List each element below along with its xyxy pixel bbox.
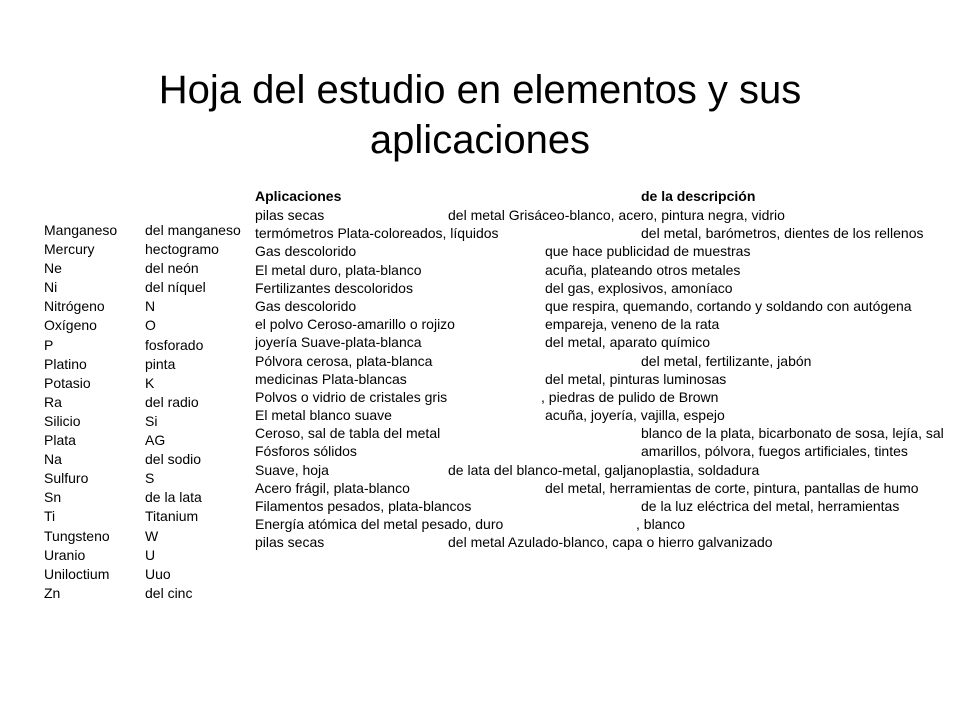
element-value: K (145, 374, 155, 391)
element-value: del manganeso (145, 222, 241, 238)
element-value: de la lata (145, 489, 202, 506)
application-text: Pólvora cerosa, plata-blanca (255, 352, 433, 369)
application-row (255, 224, 960, 242)
application-row (255, 497, 960, 515)
application-text: Fósforos sólidos (255, 443, 357, 460)
description-text: , piedras de pulido de Brown (541, 388, 719, 405)
element-value: U (145, 546, 156, 563)
application-row (255, 479, 960, 497)
applications-table (255, 186, 960, 576)
application-text: Fertilizantes descoloridos (255, 279, 413, 296)
header-descripcion: de la descripción (641, 188, 756, 204)
description-text: del metal Grisáceo-blanco, acero, pintura negra, vidrio (448, 207, 785, 223)
element-name: Ni (44, 279, 58, 296)
element-name: Na (44, 451, 62, 468)
element-value: Titanium (145, 508, 199, 525)
element-name: P (44, 336, 54, 353)
application-row (255, 333, 960, 351)
application-text: Suave, hoja (255, 461, 329, 478)
element-name: Platino (44, 355, 87, 372)
application-text: Ceroso, sal de tabla del metal (255, 425, 441, 442)
description-text: del gas, explosivos, amoníaco (545, 279, 733, 296)
element-value: W (145, 527, 159, 544)
element-name: Ne (44, 260, 62, 277)
application-text: El metal duro, plata-blanco (255, 261, 422, 278)
description-text: amarillos, pólvora, fuegos artificiales, tintes (641, 443, 908, 460)
description-text: del metal, herramientas de corte, pintura, pantallas de humo (545, 479, 919, 496)
description-text: del metal Azulado-blanco, capa o hierro galvanizado (448, 534, 773, 551)
application-row (255, 442, 960, 460)
element-name: Sulfuro (44, 470, 89, 487)
application-text: Energía atómica del metal pesado, duro (255, 516, 504, 533)
application-text: pilas secas (255, 207, 325, 223)
application-row (255, 279, 960, 297)
element-value: del radio (145, 393, 199, 410)
description-text: que hace publicidad de muestras (545, 243, 751, 260)
element-value: del sodio (145, 451, 202, 468)
application-text: pilas secas (255, 534, 325, 551)
application-text: termómetros Plata-coloreados, líquidos (255, 225, 499, 242)
element-name: Oxígeno (44, 317, 97, 334)
description-text: acuña, joyería, vajilla, espejo (545, 407, 725, 424)
description-text: que respira, quemando, cortando y soldando con autógena (545, 297, 912, 314)
description-text: del metal, fertilizante, jabón (641, 352, 812, 369)
element-value: AG (145, 432, 166, 449)
page-title: Hoja del estudio en elementos y sus aplicaciones (158, 67, 802, 162)
application-row (255, 370, 960, 388)
element-name: Potasio (44, 374, 91, 391)
element-name: Tungsteno (44, 527, 110, 544)
element-name: Unilоctium (44, 565, 110, 582)
applications-header (255, 186, 960, 206)
element-value: hectogramo (145, 241, 219, 258)
application-row (255, 406, 960, 424)
description-text: acuña, plateando otros metales (545, 261, 741, 278)
element-name: Mercury (44, 241, 95, 258)
application-text: Polvos o vidrio de cristales gris (255, 388, 448, 405)
application-text: Gas descolorido (255, 243, 357, 260)
description-text: , blanco (636, 516, 686, 533)
description-text: del metal, aparato químico (545, 334, 710, 351)
application-text: Filamentos pesados, plata-blancos (255, 498, 472, 514)
application-text: Gas descolorido (255, 297, 357, 314)
element-value: del cinc (145, 584, 193, 601)
application-text: medicinas Plata-blancas (255, 370, 407, 387)
application-text: Acero frágil, plata-blanco (255, 479, 410, 496)
description-text: de la luz eléctrica del metal, herramientas (641, 498, 900, 514)
description-text: empareja, veneno de la rata (545, 316, 720, 333)
element-value: N (145, 298, 156, 315)
application-row (255, 388, 960, 406)
application-row (255, 424, 960, 442)
application-row (255, 261, 960, 279)
application-row (255, 297, 960, 315)
element-value: O (145, 317, 156, 334)
header-aplicaciones: Aplicaciones (255, 188, 342, 204)
application-row (255, 533, 960, 551)
element-name: Sn (44, 489, 62, 506)
element-value: Si (145, 412, 158, 429)
application-row (255, 461, 960, 479)
element-name: Ti (44, 508, 56, 525)
element-name: Uranio (44, 546, 86, 563)
application-row (255, 242, 960, 260)
application-text: joyería Suave-plata-blanca (255, 334, 422, 351)
element-name: Zn (44, 584, 61, 601)
application-row (255, 352, 960, 370)
element-name: Manganeso (44, 222, 118, 238)
element-name: Nitrógeno (44, 298, 105, 315)
element-value: del neón (145, 260, 199, 277)
element-name: Ra (44, 393, 62, 410)
application-text: el polvo Ceroso-amarillo o rojizo (255, 316, 455, 333)
element-value: del níquel (145, 279, 206, 296)
description-text: blanco de la plata, bicarbonato de sosa, lejía, sal (641, 425, 944, 442)
application-row (255, 515, 960, 533)
description-text: de lata del blanco-metal, galjanoplastia, soldadura (448, 461, 760, 478)
element-value: Uuo (145, 565, 171, 582)
element-value: pinta (145, 355, 176, 372)
application-text: El metal blanco suave (255, 407, 392, 424)
element-value: fosforado (145, 336, 204, 353)
element-name: Silicio (44, 412, 81, 429)
element-name: Plata (44, 432, 76, 449)
description-text: del metal, pinturas luminosas (545, 370, 727, 387)
element-value: S (145, 470, 155, 487)
description-text: del metal, barómetros, dientes de los rellenos (641, 225, 924, 242)
application-row (255, 206, 960, 224)
application-row (255, 315, 960, 333)
